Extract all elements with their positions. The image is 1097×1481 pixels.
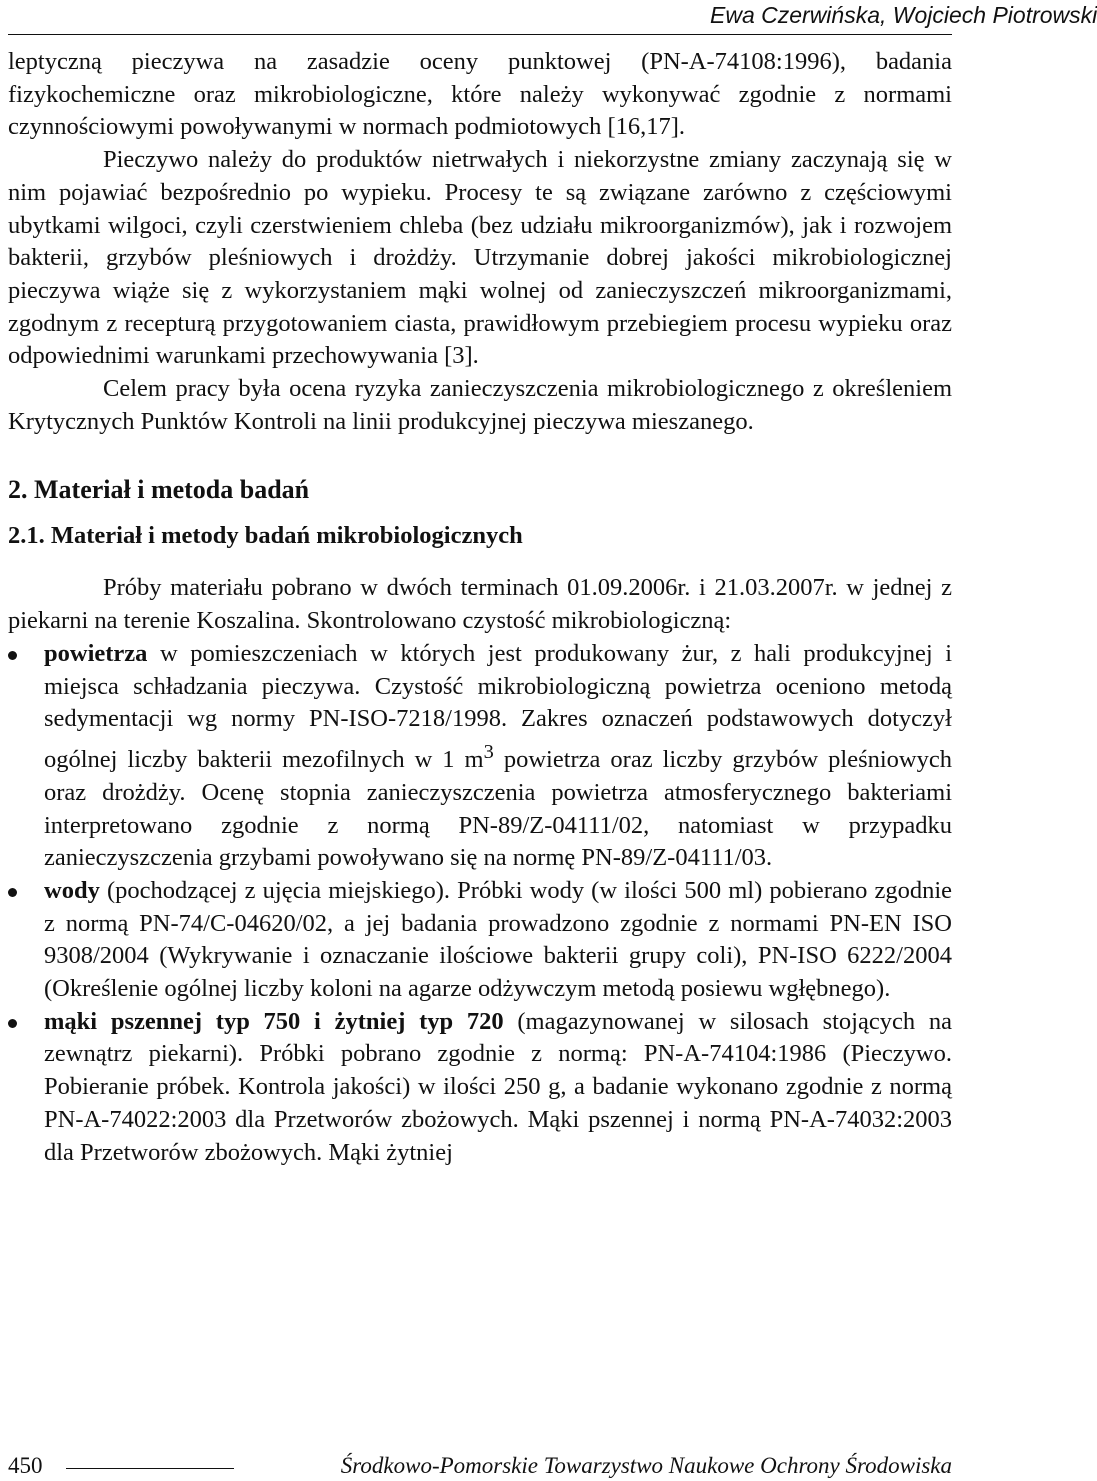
list-item-text: w pomieszczeniach w których jest produkowany żur, z hali produkcyjnej i miejsca schładzania pieczywa. Czystość mikrobiologiczną powietrza oceniono metodą sedymentacji wg normy PN-ISO-7218/1998. Zakres oznaczeń podstawowych dotyczył ogólnej liczby bakterii mezofilnych w 1 m	[44, 639, 952, 774]
subsection-heading: 2.1. Materiał i metody badań mikrobiologicznych	[8, 522, 523, 550]
header-rule	[8, 34, 952, 35]
list-item	[8, 875, 952, 1006]
page-body	[8, 46, 952, 1169]
bullet-icon	[8, 1019, 17, 1028]
intro-paragraph-3: Celem pracy była ocena ryzyka zanieczyszczenia mikrobiologicznego z określeniem Krytycznych Punktów Kontroli na linii produkcyjnej pieczywa mieszanego.	[8, 375, 952, 435]
list-item-text: (pochodzącej z ujęcia miejskiego). Próbki wody (w ilości 500 ml) pobierano zgodnie z normą PN-74/C-04620/02, a jej badania prowadzono zgodnie z normami PN-EN ISO 9308/2004 (Wykrywanie i oznaczanie ilościowe bakterii grupy coli), PN-ISO 6222/2004 (Określenie ogólnej liczby koloni na agarze odżywczym metodą posiewu wgłębnego).	[44, 876, 952, 1003]
list-item	[8, 638, 952, 875]
methods-paragraph: Próby materiału pobrano w dwóch terminach 01.09.2006r. i 21.03.2007r. w jednej z piekarni na terenie Koszalina. Skontrolowano czystość mikrobiologiczną:	[8, 574, 952, 635]
intro-paragraph-1: leptyczną pieczywa na zasadzie oceny punktowej (PN-A-74108:1996), badania fizykochemiczne oraz mikrobiologiczne, które należy wykonywać zgodnie z normami czynnościowymi powoływanymi w normach podmiotowych [16,17].	[8, 48, 952, 141]
superscript: 3	[483, 740, 494, 763]
sample-list	[8, 638, 952, 1169]
list-item-term: mąki pszennej typ 750 i żytniej typ 720	[44, 1007, 504, 1035]
list-item-term: powietrza	[44, 639, 148, 667]
list-item-term: wody	[44, 876, 100, 904]
list-item-text: (magazynowanej w silosach stojących na zewnątrz piekarni). Próbki pobrano zgodnie z normą: PN-A-74104:1986 (Pieczywo. Pobieranie próbek. Kontrola jakości) w ilości 250 g, a badanie wykonano zgodnie z normą PN-A-74022:2003 dla Przetworów zbożowych. Mąki pszennej i normą PN-A-74032:2003 dla Przetworów zbożowych. Mąki żytniej	[44, 1007, 952, 1166]
intro-paragraph-2: Pieczywo należy do produktów nietrwałych i niekorzystne zmiany zaczynają się w nim pojawiać bezpośrednio po wypieku. Procesy te są związane zarówno z częściowymi ubytkami wilgoci, czyli czerstwieniem chleba (bez udziału mikroorganizmów), jak i rozwojem bakterii, grzybów pleśniowych i drożdży. Utrzymanie dobrej jakości mikrobiologicznej pieczywa wiąże się z wykorzystaniem mąki wolnej od zanieczyszczeń mikroorganizmami, zgodnym z recepturą przygotowaniem ciasta, prawidłowym przebiegiem procesu wypieku oraz odpowiednimi warunkami przechowywania [3].	[8, 146, 952, 370]
page-number: 450	[8, 1453, 43, 1478]
footer-rule	[66, 1468, 234, 1469]
section-gap	[8, 438, 952, 472]
page-footer	[0, 1448, 960, 1481]
section-heading: 2. Materiał i metoda badań	[8, 475, 310, 505]
list-item	[8, 1006, 952, 1170]
bullet-icon	[8, 888, 17, 897]
bullet-icon	[8, 651, 17, 660]
journal-name: Środkowo-Pomorskie Towarzystwo Naukowe Ochrony Środowiska	[340, 1453, 952, 1478]
page-header	[0, 0, 1097, 32]
list-item-text-cont: powietrza oraz liczby grzybów pleśniowych oraz drożdży. Ocenę stopnia zanieczyszczenia powietrza atmosferycznego bakteriami interpretowano zgodnie z normą PN-89/Z-04111/02, natomiast w przypadku zanieczyszczenia grzybami powoływano się na normę PN-89/Z-04111/03.	[44, 746, 952, 872]
running-head-authors: Ewa Czerwińska, Wojciech Piotrowski	[710, 2, 1097, 28]
